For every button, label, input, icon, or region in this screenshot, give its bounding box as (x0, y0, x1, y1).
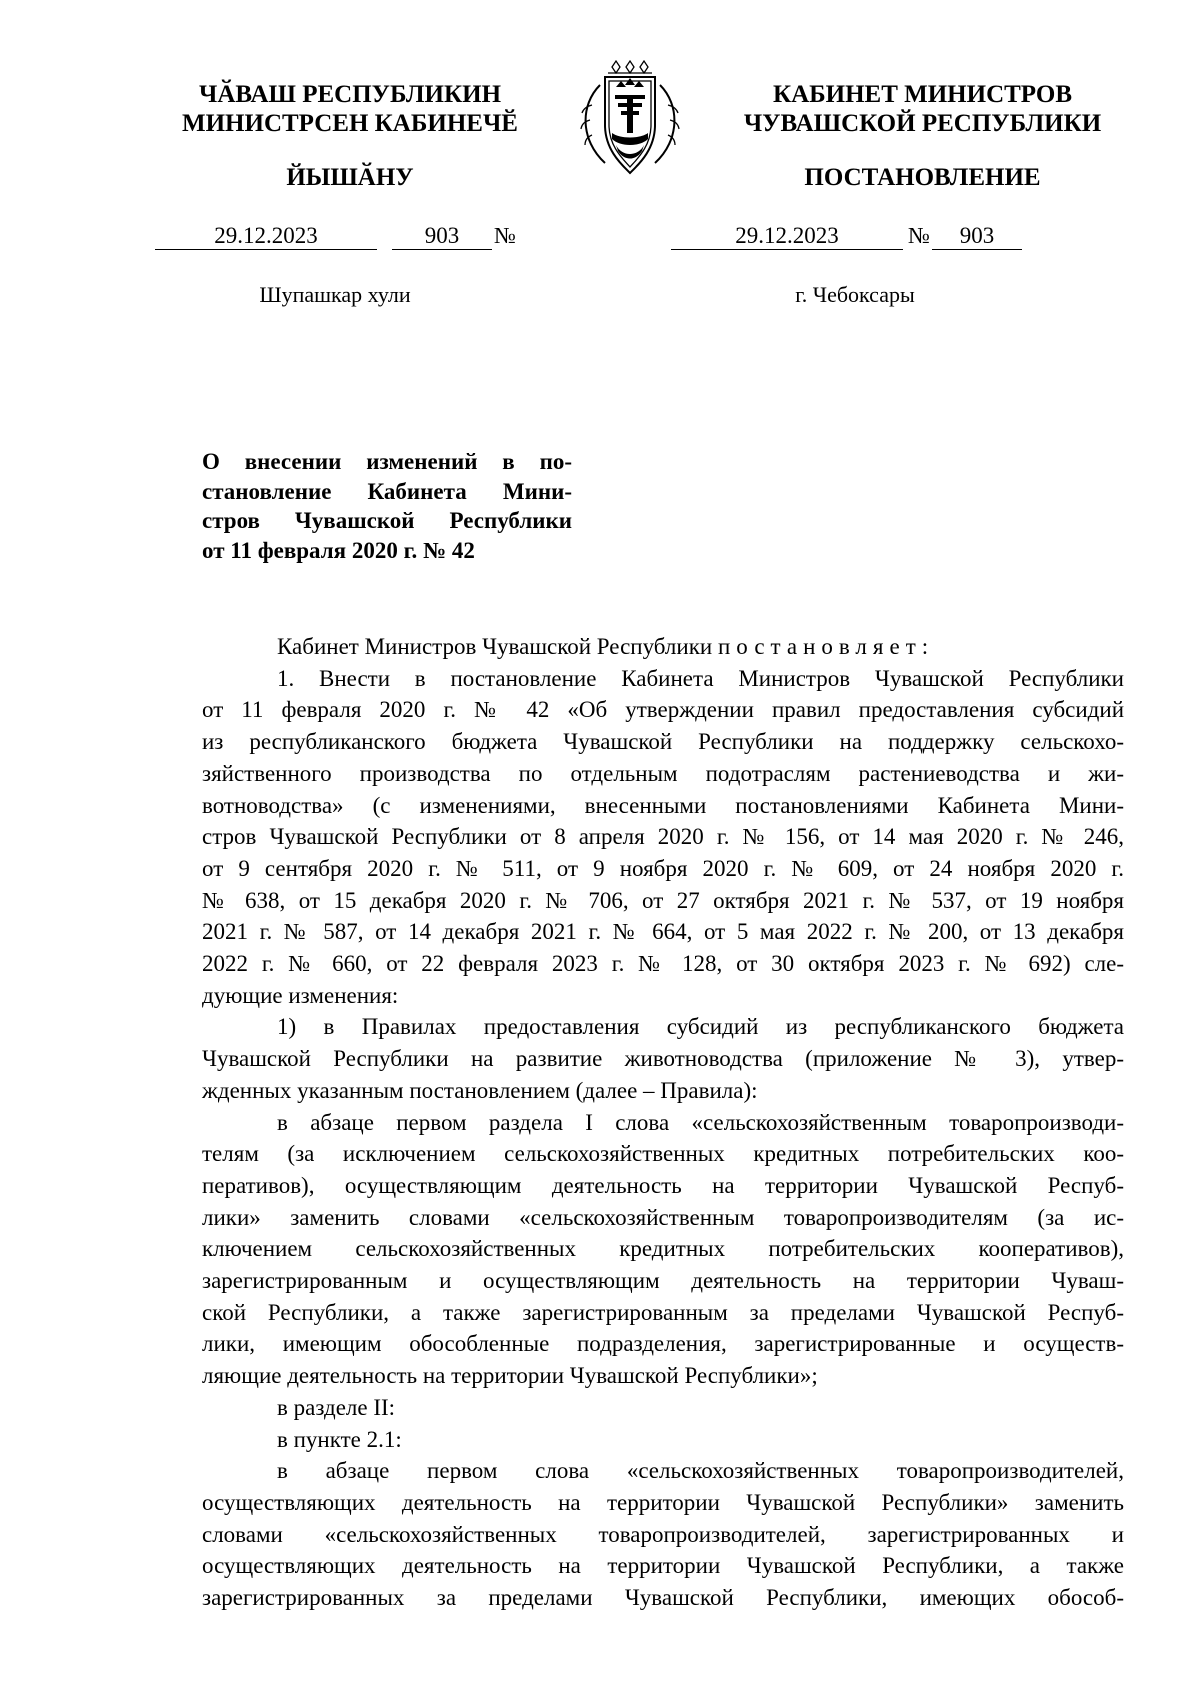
document-body (202, 631, 1124, 1614)
header-left-title-line-1: ЧӐВАШ РЕСПУБЛИКИН (198, 81, 502, 108)
body-line: зарегистрированных за пределами Чувашской Республики, имеющих обособ- (202, 1585, 1124, 1611)
right-place: г. Чебоксары (795, 282, 915, 307)
body-line: от 9 сентября 2020 г. № 511, от 9 ноября 2020 г. № 609, от 24 ноября 2020 г. (202, 855, 1124, 881)
header-right-title-line-1: КАБИНЕТ МИНИСТРОВ (772, 81, 1073, 108)
header-right-doc-type: ПОСТАНОВЛЕНИЕ (804, 164, 1041, 191)
header-left-doc-type: ЙЫШӐНУ (286, 164, 414, 191)
body-line: ключением сельскохозяйственных кредитных потребительских кооперативов), (202, 1236, 1124, 1262)
left-number-sign: № (494, 223, 516, 248)
subject-line: О внесении изменений в по- (202, 449, 572, 474)
body-line: № 638, от 15 декабря 2020 г. № 706, от 27 октября 2021 г. № 537, от 19 ноября (202, 887, 1124, 913)
body-line: в разделе II: (277, 1394, 396, 1420)
right-number: 903 (959, 223, 995, 248)
body-line: из республиканского бюджета Чувашской Республики на поддержку сельскохо- (202, 729, 1124, 755)
right-number-sign: № (908, 223, 930, 248)
body-lines (202, 663, 1124, 1614)
chuvash-coat-of-arms-icon (560, 55, 700, 180)
body-line: от 11 февраля 2020 г. № 42 «Об утверждении правил предоставления субсидий (202, 697, 1124, 723)
left-place: Шупашкар хули (259, 282, 411, 307)
subject-line: от 11 февраля 2020 г. № 42 (202, 537, 475, 563)
document-subject (202, 447, 572, 565)
body-line: 2021 г. № 587, от 14 декабря 2021 г. № 664, от 5 мая 2022 г. № 200, от 13 декабря (202, 919, 1124, 945)
right-date: 29.12.2023 (735, 223, 839, 248)
body-line: зарегистрированным и осуществляющим деятельность на территории Чуваш- (202, 1268, 1124, 1294)
body-line: осуществляющих деятельность на территории Чувашской Республики» заменить (202, 1489, 1124, 1515)
body-line: в абзаце первом раздела I слова «сельскохозяйственным товаропроизводи- (277, 1109, 1124, 1135)
body-line: вотноводства» (с изменениями, внесенными постановлениями Кабинета Мини- (202, 792, 1124, 818)
body-line: осуществляющих деятельность на территории Чувашской Республики, а также (202, 1553, 1124, 1579)
body-line: лики, имеющим обособленные подразделения, зарегистрированные и осуществ- (202, 1331, 1124, 1357)
preamble-emphasis: постановляет: (717, 634, 935, 659)
body-line: лики» заменить словами «сельскохозяйственным товаропроизводителям (за ис- (202, 1204, 1124, 1230)
preamble-text: Кабинет Министров Чувашской Республики (277, 634, 718, 659)
header-left-title (175, 80, 525, 138)
crown-stars-icon (608, 61, 652, 73)
body-line: ляющие деятельность на территории Чувашской Республики»; (202, 1363, 818, 1389)
body-line: зяйственного производства по отдельным подотраслям растениеводства и жи- (202, 760, 1124, 786)
subject-line: стров Чувашской Республики (202, 508, 572, 533)
body-line: стров Чувашской Республики от 8 апреля 2020 г. № 156, от 14 мая 2020 г. № 246, (202, 824, 1124, 850)
body-line: телям (за исключением сельскохозяйственных кредитных потребительских коо- (202, 1141, 1124, 1167)
body-line: жденных указанным постановлением (далее – Правила): (202, 1077, 758, 1103)
body-line: 2022 г. № 660, от 22 февраля 2023 г. № 128, от 30 октября 2023 г. № 692) сле- (202, 951, 1124, 977)
header-left-title-line-2: МИНИСТРСЕН КАБИНЕЧӖ (182, 110, 518, 137)
body-line: 1) в Правилах предоставления субсидий из республиканского бюджета (277, 1014, 1124, 1040)
body-preamble (202, 631, 1124, 663)
body-line: в абзаце первом слова «сельскохозяйственных товаропроизводителей, (277, 1458, 1124, 1484)
body-line: в пункте 2.1: (277, 1426, 402, 1452)
left-number: 903 (424, 223, 460, 248)
body-line: Чувашской Республики на развитие животноводства (приложение № 3), утвер- (202, 1046, 1124, 1072)
subject-line: становление Кабинета Мини- (202, 478, 572, 504)
left-date: 29.12.2023 (214, 223, 318, 248)
body-line: 1. Внести в постановление Кабинета Министров Чувашской Республики (277, 665, 1124, 691)
body-line: дующие изменения: (202, 982, 399, 1008)
body-line: словами «сельскохозяйственных товаропроизводителей, зарегистрированных и (202, 1521, 1124, 1547)
header-right-title (725, 80, 1120, 138)
header-right-title-line-2: ЧУВАШСКОЙ РЕСПУБЛИКИ (743, 110, 1102, 137)
body-line: перативов), осуществляющим деятельность на территории Чувашской Респуб- (202, 1172, 1124, 1198)
body-line: ской Республики, а также зарегистрированным за пределами Чувашской Респуб- (202, 1299, 1124, 1325)
